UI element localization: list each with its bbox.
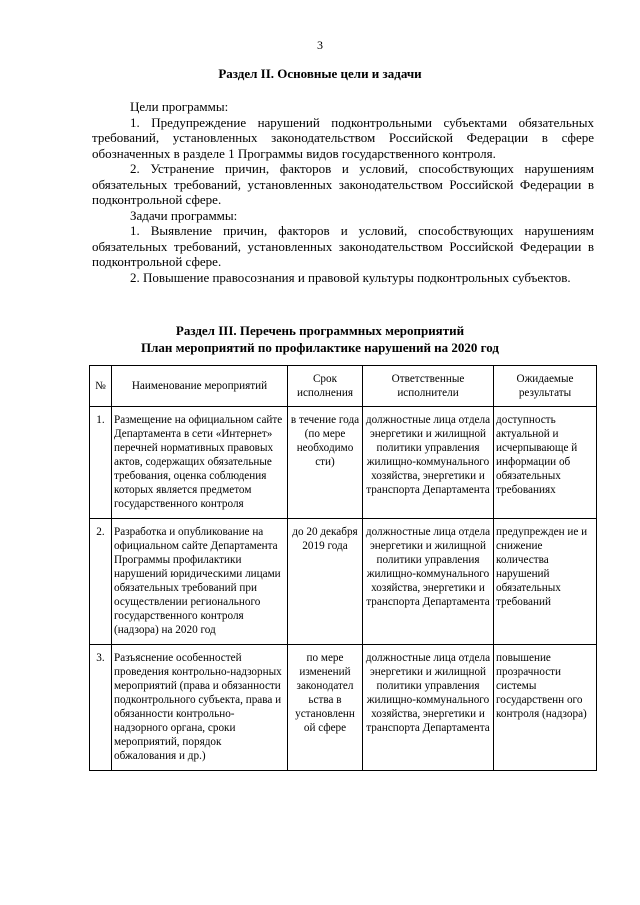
section3-subtitle: План мероприятий по профилактике нарушений на 2020 год — [141, 340, 499, 355]
row-num: 3. — [90, 645, 112, 771]
header-num: № — [90, 366, 112, 407]
row-term: в течение года (по мере необходимо сти) — [288, 407, 363, 519]
header-result: Ожидаемые результаты — [494, 366, 597, 407]
tasks-label: Задачи программы: — [130, 207, 238, 223]
table-row — [90, 407, 597, 519]
header-responsible: Ответственные исполнители — [363, 366, 494, 407]
header-name: Наименование мероприятий — [112, 366, 288, 407]
goals-label: Цели программы: — [130, 99, 229, 114]
row-term: по мере изменений законодател ьства в установленн ой сфере — [288, 645, 363, 771]
row-num: 1. — [90, 407, 112, 519]
row-result: предупрежден ие и снижение количества нарушений обязательных требований — [494, 519, 597, 645]
header-term: Срок исполнения — [288, 366, 363, 407]
row-num: 2. — [90, 519, 112, 645]
row-name: Размещение на официальном сайте Департамента в сети «Интернет» перечней нормативных правовых актов, содержащих обязательные требования, оценка соблюдения которых является предметом государственного контроля — [112, 407, 288, 519]
row-name: Разработка и опубликование на официальном сайте Департамента Программы профилактики нарушений юридическими лицами обязательных требований при осуществлении регионального государственного контроля (надзора) на 2020 год — [112, 519, 288, 645]
row-term: до 20 декабря 2019 года — [288, 519, 363, 645]
row-responsible: должностные лица отдела энергетики и жилищной политики управления жилищно-коммунального хозяйства, энергетики и транспорта Департамента — [363, 519, 494, 645]
table-row — [90, 519, 597, 645]
table-header-row — [90, 366, 597, 407]
page-number: 3 — [317, 38, 323, 52]
table-row — [90, 645, 597, 771]
section3-title: Раздел III. Перечень программных мероприятий — [175, 323, 465, 338]
row-responsible: должностные лица отдела энергетики и жилищной политики управления жилищно-коммунального хозяйства, энергетики и транспорта Департамента — [363, 645, 494, 771]
task-1: 1. Выявление причин, факторов и условий, способствующих нарушениям обязательных требований, установленных законодательством Российской Федерации в подконтрольной сфере. — [92, 223, 594, 269]
goal-1: 1. Предупреждение нарушений подконтрольными субъектами обязательных требований, установленных законодательством Российской Федерации в сфере обозначенных в разделе 1 Программы видов государственного контроля. — [92, 114, 594, 161]
row-result: доступность актуальной и исчерпывающе й информации об обязательных требованиях — [494, 407, 597, 519]
row-result: повышение прозрачности системы государственн ого контроля (надзора) — [494, 645, 597, 771]
task-2: 2. Повышение правосознания и правовой культуры подконтрольных субъектов. — [130, 269, 571, 285]
row-responsible: должностные лица отдела энергетики и жилищной политики управления жилищно-коммунального хозяйства, энергетики и транспорта Департамента — [363, 407, 494, 519]
activities-table — [89, 365, 597, 771]
section2-title: Раздел II. Основные цели и задачи — [218, 66, 422, 81]
section2-body — [92, 99, 594, 285]
row-name: Разъяснение особенностей проведения контрольно-надзорных мероприятий (права и обязанности подконтрольного субъекта, права и обязанности контрольно-надзорного органа, сроки мероприятий, порядок обжалования и др.) — [112, 645, 288, 771]
goal-2: 2. Устранение причин, факторов и условий, способствующих нарушениям обязательных требований, установленных законодательством Российской Федерации в подконтрольной сфере. — [92, 161, 594, 207]
